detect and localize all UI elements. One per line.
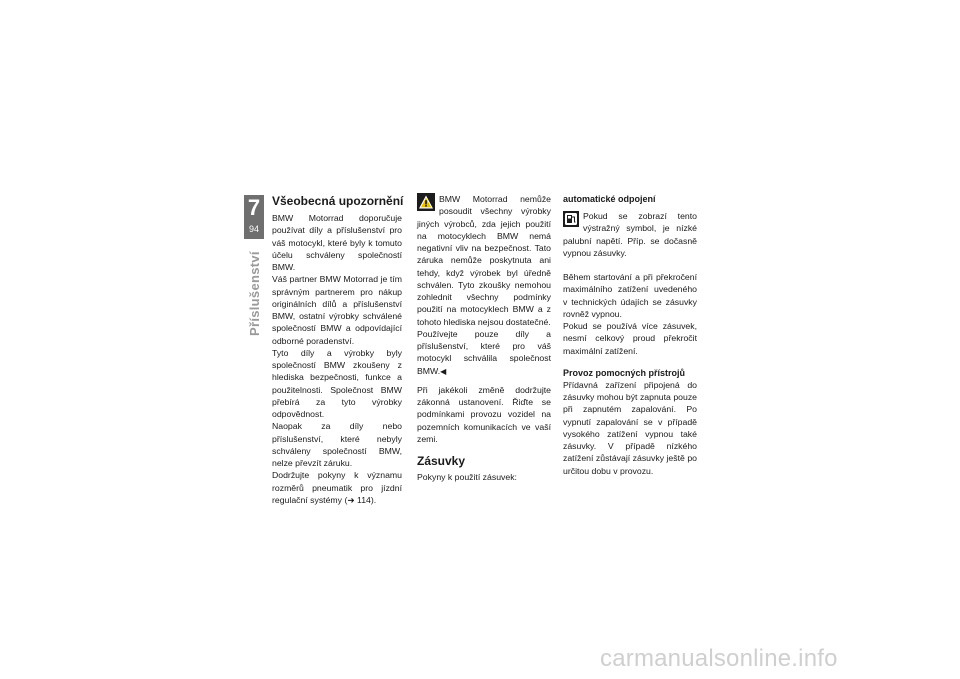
paragraph: BMW Motorrad doporučuje používat díly a příslušenství pro váš motocykl, které byly k tomuto účelu schváleny společností BMW. bbox=[272, 213, 402, 272]
paragraph: Tyto díly a výrobky byly společností BMW zkoušeny z hlediska bezpečnosti, funkce a použitelnosti. Společnost BMW přebírá za tyto výrobky odpovědnost. bbox=[272, 347, 402, 419]
watermark: carmanualsonline.info bbox=[600, 645, 838, 672]
chapter-number: 7 bbox=[247, 195, 261, 220]
subheading-auto-disconnect: automatické odpojení bbox=[563, 194, 656, 204]
section-heading-sockets: Zásuvky bbox=[417, 454, 466, 468]
low-voltage-text: Pokud se zobrazí tento výstražný symbol, je nízké palubní napětí. Příp. se dočasně vypnou zásuvky. bbox=[563, 211, 697, 258]
page-number: 94 bbox=[248, 224, 259, 234]
fuel-pump-warning-icon bbox=[563, 211, 579, 227]
icon-note bbox=[563, 210, 697, 259]
paragraph: Naopak za díly nebo příslušenství, které nebyly schváleny společností BMW, nelze převzít záruku. bbox=[272, 421, 402, 468]
paragraph: Váš partner BMW Motorrad je tím správným partnerem pro nákup originálních dílů a příslušenství BMW, ostatní výrobky schválené společností BMW a odpovídající odborné poradenství. bbox=[272, 274, 402, 346]
paragraph bbox=[272, 469, 402, 506]
warning-block bbox=[417, 193, 551, 328]
paragraph: Během startování a při překročení maximálního zatížení uvedeného v technických údajích se zásuvky rovněž vypnou. bbox=[563, 272, 697, 319]
warning-text: BMW Motorrad nemůže posoudit všechny výrobky jiných výrobců, zda jejich použití na motocyklech BMW nemá negativní vliv na bezpečnost. Tato záruka nemůže poskytnuta ani tehdy, když výrobek byl úředně schválen. Tyto zkoušky nemohou zohlednit všechny podmínky použití na motocyklech BMW a z tohoto hlediska nejsou dostatečné. bbox=[417, 194, 551, 327]
paragraph: Přídavná zařízení připojená do zásuvky mohou být zapnuta pouze při zapnutém zapalování. Po vypnutí zapalování se v případě vysokého zatížení vypnou také zásuvky. V případě nízkého zatížení zůstávají zásuvky ještě po určitou dobu v provozu. bbox=[563, 379, 697, 476]
chapter-tab bbox=[244, 195, 264, 239]
section-heading-general-notes: Všeobecná upozornění bbox=[272, 194, 404, 208]
tire-note-text: Dodržujte pokyny k významu rozměrů pneumatik pro jízdní regulační systémy bbox=[272, 470, 402, 505]
column-2 bbox=[417, 193, 551, 483]
approved-parts-text: Používejte pouze díly a příslušenství, které pro váš motocykl schválila společnost BMW. bbox=[417, 328, 551, 376]
chapter-title-vertical: Příslušenství bbox=[247, 251, 262, 336]
paragraph: Pokyny k použití zásuvek: bbox=[417, 472, 517, 482]
paragraph: Pokud se používá více zásuvek, nesmí celkový proud překročit maximální zatížení. bbox=[563, 321, 697, 356]
paragraph bbox=[417, 328, 551, 378]
column-3 bbox=[563, 193, 697, 477]
subheading-auxiliary-devices: Provoz pomocných přístrojů bbox=[563, 367, 686, 378]
page-reference-link[interactable]: (➜ 114). bbox=[344, 494, 377, 505]
column-1 bbox=[272, 193, 402, 506]
warning-triangle-icon bbox=[417, 193, 435, 211]
paragraph: Při jakékoli změně dodržujte zákonná ustanovení. Řiďte se podmínkami provozu vozidel na pozemních komunikacích ve vaší zemi. bbox=[417, 384, 551, 444]
end-marker-icon: ◀ bbox=[440, 366, 447, 376]
